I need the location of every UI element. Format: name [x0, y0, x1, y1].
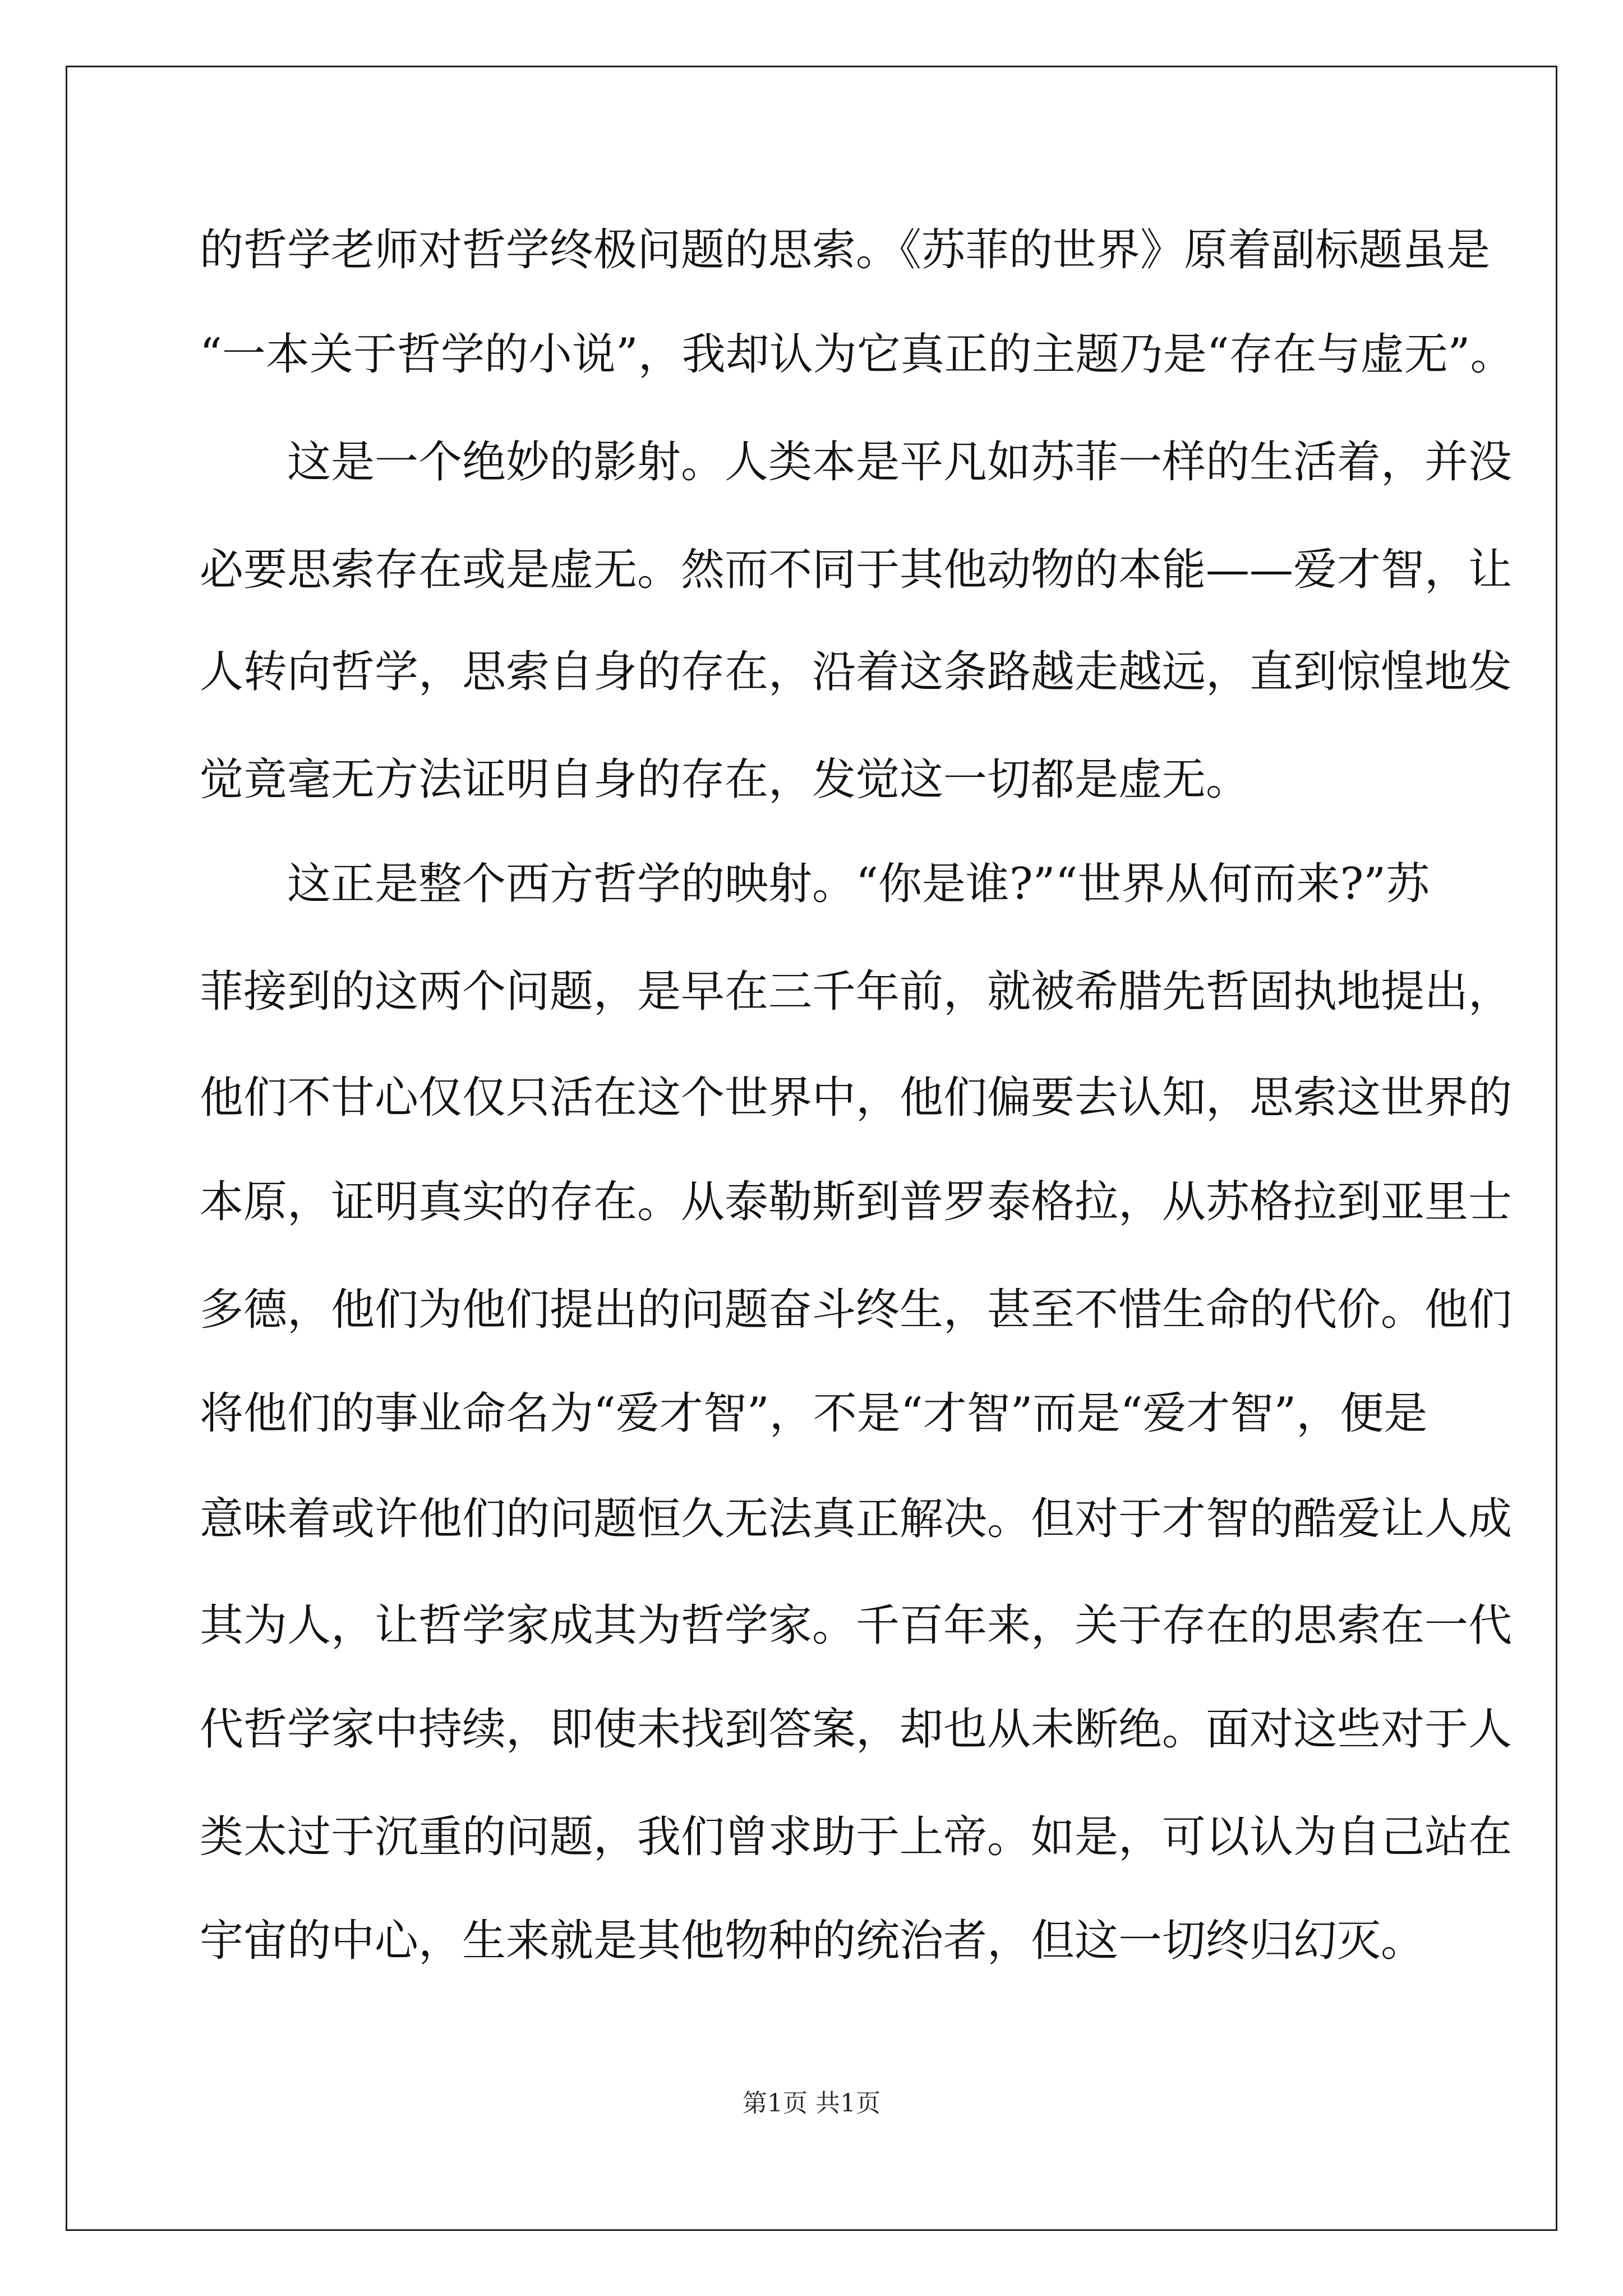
text-line: 代哲学家中持续，即使未找到答案，却也从未断绝。面对这些对于人 — [200, 1704, 1513, 1755]
text-line: 这是一个绝妙的影射。人类本是平凡如苏菲一样的生活着，并没 — [287, 437, 1513, 487]
text-line: 宇宙的中心，生来就是其他物种的统治者，但这一切终归幻灭。 — [200, 1916, 1425, 1966]
text-line: 这正是整个西方哲学的映射。“你是谁?”“世界从何而来?”苏 — [287, 859, 1430, 909]
text-line: 菲接到的这两个问题，是早在三千年前，就被希腊先哲固执地提出， — [200, 967, 1513, 1017]
page-footer: 第1页 共1页 — [743, 2089, 880, 2118]
text-line: 必要思索存在或是虚无。然而不同于其他动物的本能——爱才智，让 — [200, 545, 1513, 595]
text-line: 多德，他们为他们提出的问题奋斗终生，甚至不惜生命的代价。他们 — [200, 1285, 1513, 1335]
text-line: 本原，证明真实的存在。从泰勒斯到普罗泰格拉，从苏格拉到亚里士 — [200, 1177, 1513, 1227]
text-line: 其为人，让哲学家成其为哲学家。千百年来，关于存在的思索在一代 — [200, 1600, 1513, 1651]
text-line: 将他们的事业命名为“爱才智”，不是“才智”而是“爱才智”，便是 — [200, 1388, 1428, 1439]
text-line: 觉竟毫无方法证明自身的存在，发觉这一切都是虚无。 — [200, 754, 1250, 805]
text-line: 人转向哲学，思索自身的存在，沿着这条路越走越远，直到惊惶地发 — [200, 647, 1513, 697]
text-line: 意味着或许他们的问题恒久无法真正解决。但对于才智的酷爱让人成 — [200, 1494, 1513, 1544]
text-line: 的哲学老师对哲学终极问题的思索。《苏菲的世界》原着副标题虽是 — [200, 225, 1491, 275]
text-line: 类太过于沉重的问题，我们曾求助于上帝。如是，可以认为自己站在 — [200, 1812, 1513, 1862]
page-border — [66, 66, 1557, 2231]
text-line: “一本关于哲学的小说”，我却认为它真正的主题乃是“存在与虚无”。 — [200, 329, 1514, 380]
text-line: 他们不甘心仅仅只活在这个世界中，他们偏要去认知，思索这世界的 — [200, 1073, 1513, 1123]
